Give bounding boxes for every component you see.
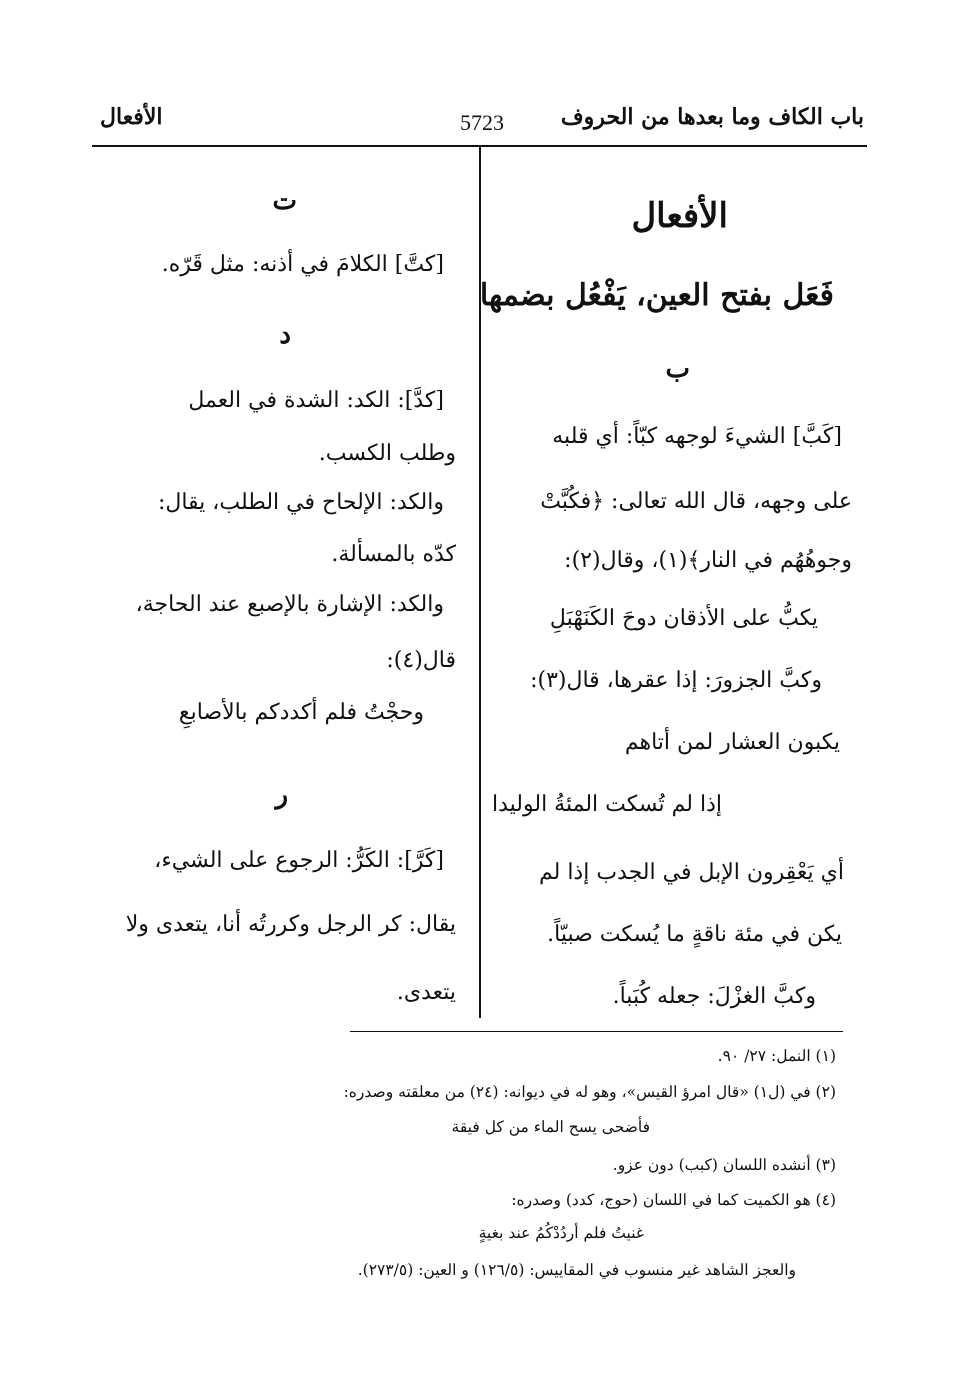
entry-line: قال(٤):: [386, 648, 456, 673]
letter-heading-ta: ت: [272, 186, 297, 216]
letter-heading-ba: ب: [665, 354, 690, 384]
entry-line: [كتَّ] الكلامَ في أذنه: مثل قَرّه.: [161, 252, 444, 277]
footnote: (٢) في (ل١) «قال امرؤ القيس»، وهو له في ديوانه: (٢٤) من معلقته وصدره:: [343, 1083, 836, 1101]
verb-pattern-heading: فَعَل بفتح العين، يَفْعُل بضمها: [479, 278, 834, 313]
entry-line: وكبَّ الجزورَ: إذا عقرها، قال(٣):: [530, 668, 822, 693]
entry-line: يكن في مئة ناقةٍ ما يُسكت صبيّاً.: [547, 922, 842, 947]
entry-line: كدّه بالمسألة.: [331, 542, 456, 567]
letter-heading-ra: ر: [275, 780, 288, 810]
entry-line: أي يَعْقِرون الإبل في الجدب إذا لم: [538, 860, 844, 885]
entry-line: وكبَّ الغزْلَ: جعله كُبَباً.: [612, 984, 816, 1009]
entry-line: [كدَّ]: الكد: الشدة في العمل: [188, 388, 444, 413]
page-number: 5723: [460, 110, 504, 135]
footnote: (٣) أنشده اللسان (كبب) دون عزو.: [612, 1156, 836, 1174]
entry-line: والكد: الإلحاح في الطلب، يقال:: [157, 490, 444, 515]
entry-line: وجوهُهُم في النار﴾(١)، وقال(٢):: [564, 548, 852, 573]
entry-line: يقال: كر الرجل وكررتُه أنا، يتعدى ولا: [125, 912, 456, 937]
footnote: والعجز الشاهد غير منسوب في المقاييس: (١٢٦/٥) و العين: (٢٧٣/٥).: [357, 1261, 796, 1279]
footnote-verse: غنيتُ فلم أردُدْكُمُ عند بغيةٍ: [478, 1224, 644, 1242]
footnote-divider: [350, 1031, 843, 1032]
letter-heading-dal: د: [279, 320, 291, 350]
section-title: الأفعال: [100, 104, 163, 130]
footnote: (١) النمل: ٢٧/ ٩٠.: [717, 1047, 836, 1065]
entry-line: [كَرَّ]: الكَرُّ: الرجوع على الشيء،: [154, 848, 444, 873]
verse-line: يكبون العشار لمن أتاهم: [624, 730, 840, 755]
entry-line: وطلب الكسب.: [318, 441, 456, 466]
entry-line: [كَبَّ] الشيءَ لوجهه كبّاً: أي قلبه: [552, 424, 842, 449]
chapter-title: باب الكاف وما بعدها من الحروف: [560, 104, 864, 130]
entry-line: على وجهه، قال الله تعالى: ﴿فكُبَّتْ: [540, 489, 852, 514]
verse-line: يكبُّ على الأذقان دوحَ الكَنَهْبَلِ: [549, 606, 818, 631]
verse-line: إذا لم تُسكت المئةُ الوليدا: [492, 792, 722, 817]
verse-line: وحجْتُ فلم أكددكم بالأصابعِ: [178, 700, 424, 725]
verbs-title: الأفعال: [631, 196, 728, 236]
entry-line: يتعدى.: [396, 980, 456, 1005]
entry-line: والكد: الإشارة بالإصبع عند الحاجة،: [135, 592, 444, 617]
footnote: (٤) هو الكميت كما في اللسان (حوج، كدد) وصدره:: [511, 1191, 836, 1209]
footnote-verse: فأضحى يسح الماء من كل فيقة: [451, 1118, 650, 1136]
